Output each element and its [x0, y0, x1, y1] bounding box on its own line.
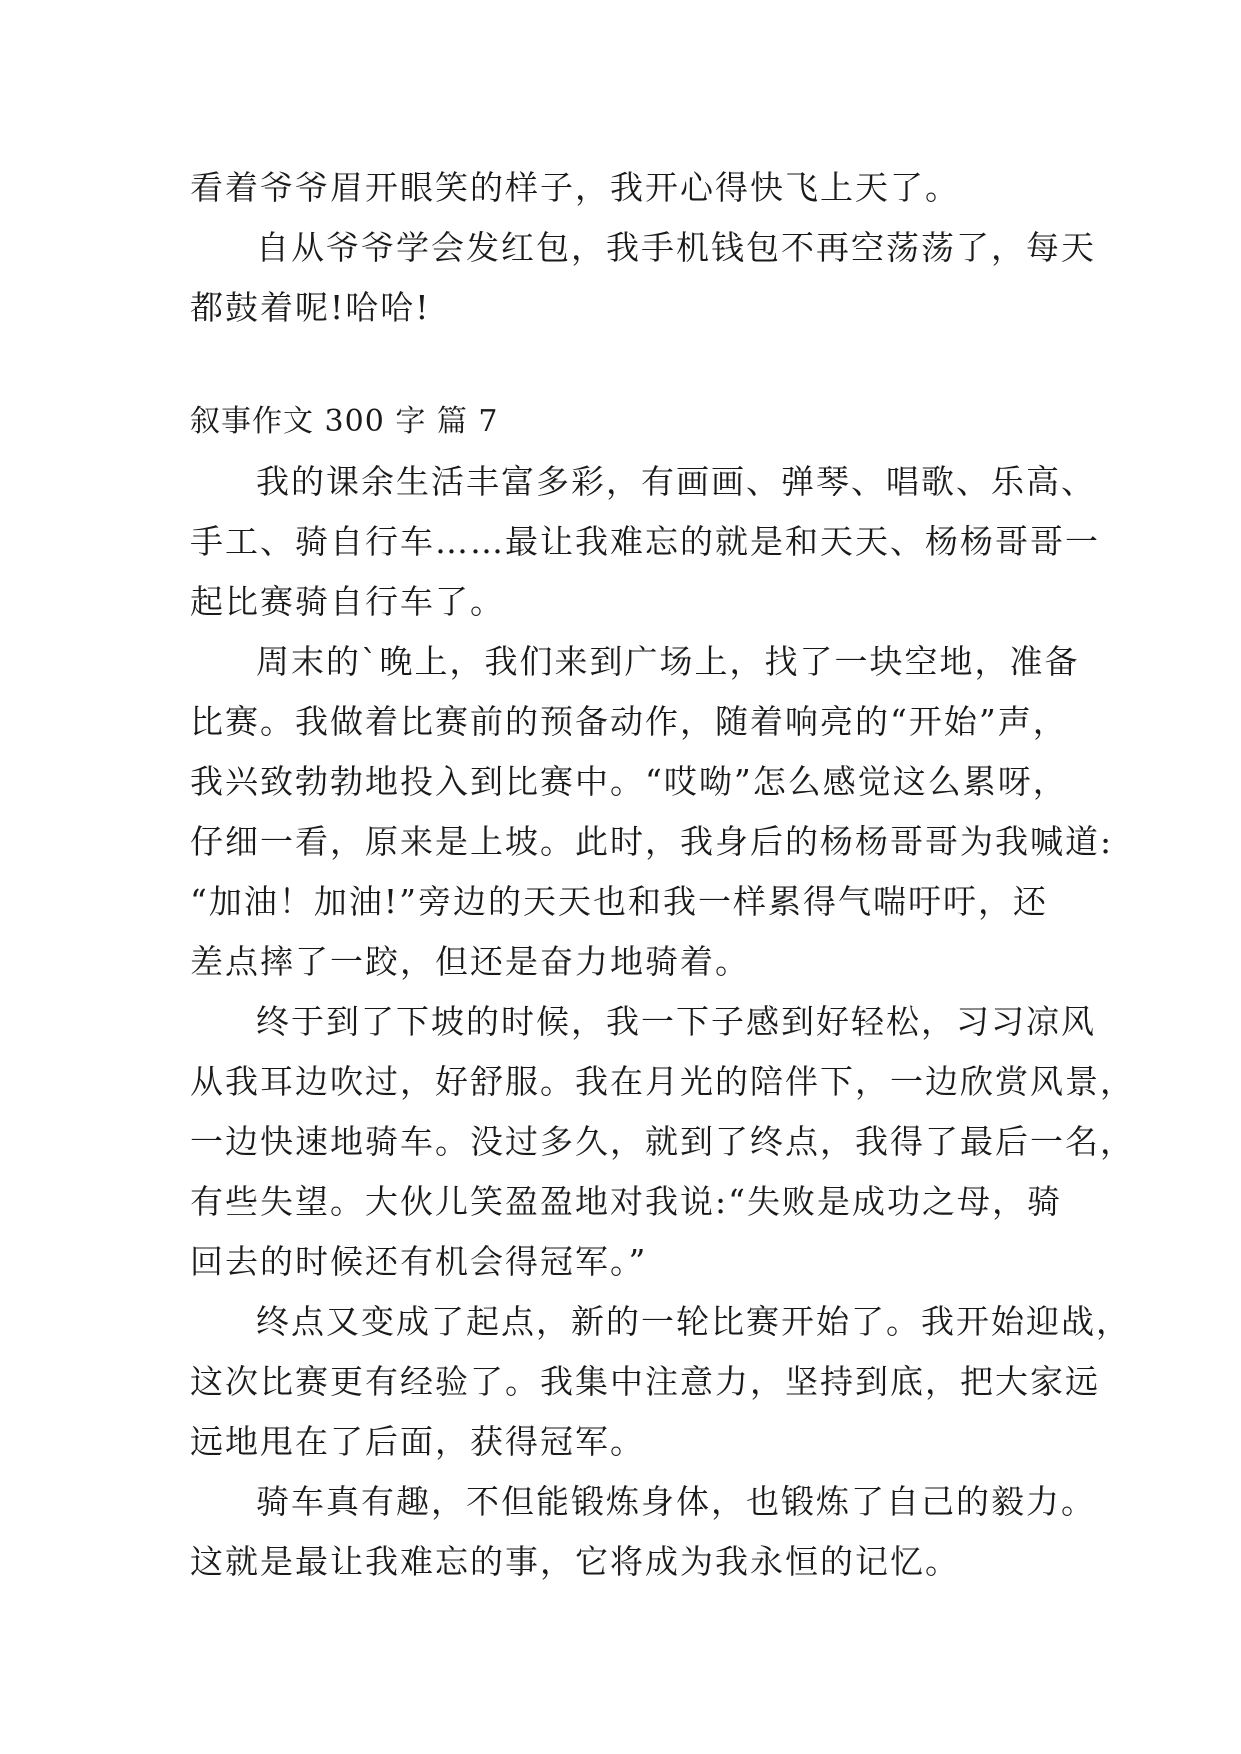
text-line: 有些失望。大伙儿笑盈盈地对我说:“失败是成功之母，骑 — [190, 1182, 1062, 1221]
text-line: 远地甩在了后面，获得冠军。 — [190, 1422, 645, 1461]
section-heading: 叙事作文 300 字 篇 7 — [190, 404, 499, 439]
text-line: 从我耳边吹过，好舒服。我在月光的陪伴下，一边欣赏风景， — [190, 1062, 1135, 1101]
text-line: 仔细一看，原来是上坡。此时，我身后的杨杨哥哥为我喊道: — [190, 822, 1114, 861]
paragraph-start: 自从爷爷学会发红包，我手机钱包不再空荡荡了，每天 — [256, 228, 1096, 267]
paragraph-start: 终点又变成了起点，新的一轮比赛开始了。我开始迎战， — [256, 1302, 1131, 1341]
text-line: 都鼓着呢!哈哈! — [190, 288, 431, 327]
text-line: 差点摔了一跤，但还是奋力地骑着。 — [190, 942, 750, 981]
text-line: 这次比赛更有经验了。我集中注意力，坚持到底，把大家远 — [190, 1362, 1100, 1401]
paragraph-start: 终于到了下坡的时候，我一下子感到好轻松，习习凉风 — [256, 1002, 1096, 1041]
paragraph-start: 周末的`晚上，我们来到广场上，找了一块空地，准备 — [256, 642, 1080, 681]
text-line: 起比赛骑自行车了。 — [190, 582, 505, 621]
paragraph-start: 我的课余生活丰富多彩，有画画、弹琴、唱歌、乐高、 — [256, 462, 1096, 501]
text-line: 看着爷爷眉开眼笑的样子，我开心得快飞上天了。 — [190, 168, 960, 207]
text-line: 一边快速地骑车。没过多久，就到了终点，我得了最后一名， — [190, 1122, 1135, 1161]
text-line: 回去的时候还有机会得冠军。” — [190, 1242, 648, 1281]
text-line: 手工、骑自行车……最让我难忘的就是和天天、杨杨哥哥一 — [190, 522, 1100, 561]
text-line: “加油！加油!”旁边的天天也和我一样累得气喘吁吁，还 — [190, 882, 1049, 921]
text-line: 这就是最让我难忘的事，它将成为我永恒的记忆。 — [190, 1542, 960, 1581]
paragraph-start: 骑车真有趣，不但能锻炼身体，也锻炼了自己的毅力。 — [256, 1482, 1096, 1521]
text-line: 我兴致勃勃地投入到比赛中。“哎呦”怎么感觉这么累呀， — [190, 762, 1068, 801]
text-line: 比赛。我做着比赛前的预备动作，随着响亮的“开始”声， — [190, 702, 1068, 741]
